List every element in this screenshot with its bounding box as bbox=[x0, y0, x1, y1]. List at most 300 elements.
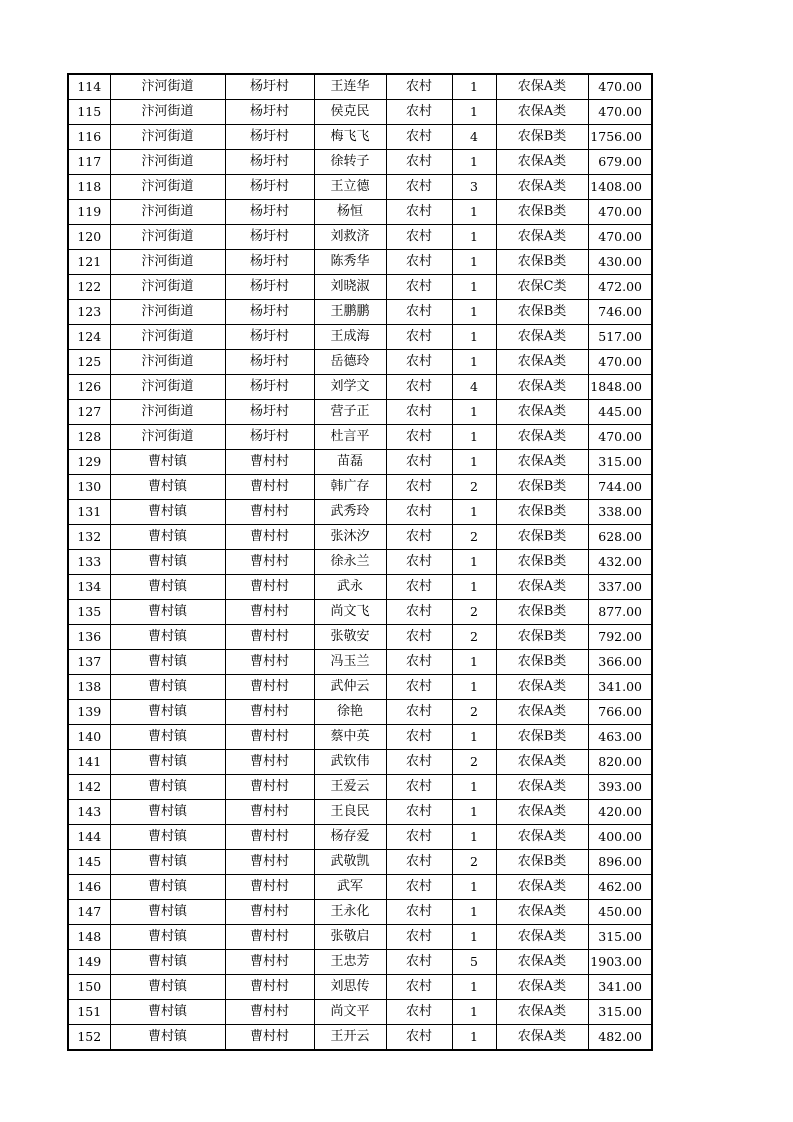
table-row bbox=[68, 975, 652, 1000]
cell-insurance-category: 农保A类 bbox=[496, 350, 588, 375]
table-row bbox=[68, 600, 652, 625]
cell-village: 杨圩村 bbox=[225, 300, 314, 325]
cell-row-number: 120 bbox=[68, 225, 110, 250]
cell-subdistrict: 曹村镇 bbox=[110, 900, 225, 925]
cell-person-name: 韩广存 bbox=[314, 475, 386, 500]
cell-household-type: 农村 bbox=[386, 500, 452, 525]
cell-row-number: 152 bbox=[68, 1025, 110, 1051]
table-row bbox=[68, 250, 652, 275]
cell-person-name: 王成海 bbox=[314, 325, 386, 350]
cell-row-number: 119 bbox=[68, 200, 110, 225]
cell-person-name: 徐艳 bbox=[314, 700, 386, 725]
cell-person-name: 张敬安 bbox=[314, 625, 386, 650]
cell-household-type: 农村 bbox=[386, 100, 452, 125]
cell-person-name: 梅飞飞 bbox=[314, 125, 386, 150]
table-row bbox=[68, 675, 652, 700]
cell-village: 曹村村 bbox=[225, 975, 314, 1000]
cell-amount: 1756.00 bbox=[588, 125, 652, 150]
cell-amount: 432.00 bbox=[588, 550, 652, 575]
cell-household-size: 1 bbox=[452, 875, 496, 900]
cell-village: 曹村村 bbox=[225, 575, 314, 600]
cell-household-type: 农村 bbox=[386, 975, 452, 1000]
cell-household-type: 农村 bbox=[386, 775, 452, 800]
cell-household-type: 农村 bbox=[386, 400, 452, 425]
cell-person-name: 侯克民 bbox=[314, 100, 386, 125]
cell-insurance-category: 农保A类 bbox=[496, 800, 588, 825]
cell-subdistrict: 曹村镇 bbox=[110, 450, 225, 475]
cell-amount: 470.00 bbox=[588, 350, 652, 375]
table-row bbox=[68, 650, 652, 675]
table-row bbox=[68, 350, 652, 375]
cell-subdistrict: 汴河街道 bbox=[110, 125, 225, 150]
cell-subdistrict: 曹村镇 bbox=[110, 775, 225, 800]
cell-person-name: 徐永兰 bbox=[314, 550, 386, 575]
cell-household-size: 1 bbox=[452, 975, 496, 1000]
table-row bbox=[68, 100, 652, 125]
cell-village: 曹村村 bbox=[225, 675, 314, 700]
cell-subdistrict: 曹村镇 bbox=[110, 1025, 225, 1051]
cell-amount: 766.00 bbox=[588, 700, 652, 725]
cell-insurance-category: 农保A类 bbox=[496, 750, 588, 775]
cell-household-type: 农村 bbox=[386, 875, 452, 900]
cell-village: 曹村村 bbox=[225, 850, 314, 875]
cell-village: 杨圩村 bbox=[225, 150, 314, 175]
cell-household-type: 农村 bbox=[386, 675, 452, 700]
cell-village: 曹村村 bbox=[225, 525, 314, 550]
cell-village: 曹村村 bbox=[225, 900, 314, 925]
cell-insurance-category: 农保A类 bbox=[496, 700, 588, 725]
cell-insurance-category: 农保B类 bbox=[496, 725, 588, 750]
cell-person-name: 武钦伟 bbox=[314, 750, 386, 775]
cell-insurance-category: 农保A类 bbox=[496, 400, 588, 425]
cell-household-type: 农村 bbox=[386, 525, 452, 550]
cell-amount: 366.00 bbox=[588, 650, 652, 675]
cell-household-type: 农村 bbox=[386, 425, 452, 450]
table-row bbox=[68, 225, 652, 250]
cell-household-type: 农村 bbox=[386, 475, 452, 500]
cell-person-name: 陈秀华 bbox=[314, 250, 386, 275]
cell-village: 杨圩村 bbox=[225, 225, 314, 250]
cell-person-name: 王永化 bbox=[314, 900, 386, 925]
cell-amount: 792.00 bbox=[588, 625, 652, 650]
cell-household-type: 农村 bbox=[386, 1025, 452, 1051]
cell-amount: 470.00 bbox=[588, 225, 652, 250]
cell-subdistrict: 曹村镇 bbox=[110, 800, 225, 825]
cell-subdistrict: 曹村镇 bbox=[110, 725, 225, 750]
cell-subdistrict: 汴河街道 bbox=[110, 100, 225, 125]
cell-amount: 337.00 bbox=[588, 575, 652, 600]
table-row bbox=[68, 900, 652, 925]
cell-household-size: 1 bbox=[452, 675, 496, 700]
cell-subdistrict: 曹村镇 bbox=[110, 850, 225, 875]
cell-row-number: 121 bbox=[68, 250, 110, 275]
cell-household-type: 农村 bbox=[386, 825, 452, 850]
cell-subdistrict: 曹村镇 bbox=[110, 650, 225, 675]
cell-village: 杨圩村 bbox=[225, 100, 314, 125]
cell-household-type: 农村 bbox=[386, 450, 452, 475]
cell-subdistrict: 曹村镇 bbox=[110, 625, 225, 650]
cell-household-size: 1 bbox=[452, 225, 496, 250]
cell-village: 杨圩村 bbox=[225, 350, 314, 375]
cell-amount: 472.00 bbox=[588, 275, 652, 300]
cell-household-type: 农村 bbox=[386, 800, 452, 825]
cell-person-name: 苗磊 bbox=[314, 450, 386, 475]
cell-village: 曹村村 bbox=[225, 600, 314, 625]
cell-row-number: 132 bbox=[68, 525, 110, 550]
cell-person-name: 尚文平 bbox=[314, 1000, 386, 1025]
table-row bbox=[68, 550, 652, 575]
cell-person-name: 冯玉兰 bbox=[314, 650, 386, 675]
cell-insurance-category: 农保A类 bbox=[496, 775, 588, 800]
cell-subdistrict: 曹村镇 bbox=[110, 675, 225, 700]
cell-row-number: 116 bbox=[68, 125, 110, 150]
cell-subdistrict: 曹村镇 bbox=[110, 475, 225, 500]
cell-insurance-category: 农保B类 bbox=[496, 200, 588, 225]
cell-amount: 341.00 bbox=[588, 675, 652, 700]
table-row bbox=[68, 625, 652, 650]
cell-household-size: 2 bbox=[452, 750, 496, 775]
cell-village: 曹村村 bbox=[225, 500, 314, 525]
cell-amount: 470.00 bbox=[588, 425, 652, 450]
cell-household-type: 农村 bbox=[386, 700, 452, 725]
cell-household-size: 1 bbox=[452, 1000, 496, 1025]
cell-insurance-category: 农保A类 bbox=[496, 675, 588, 700]
cell-subdistrict: 曹村镇 bbox=[110, 825, 225, 850]
cell-household-size: 3 bbox=[452, 175, 496, 200]
cell-household-size: 4 bbox=[452, 375, 496, 400]
table-body bbox=[68, 74, 652, 1050]
cell-person-name: 刘学文 bbox=[314, 375, 386, 400]
cell-household-type: 农村 bbox=[386, 175, 452, 200]
cell-village: 曹村村 bbox=[225, 750, 314, 775]
cell-village: 曹村村 bbox=[225, 550, 314, 575]
cell-row-number: 131 bbox=[68, 500, 110, 525]
table-row bbox=[68, 875, 652, 900]
cell-row-number: 151 bbox=[68, 1000, 110, 1025]
cell-insurance-category: 农保B类 bbox=[496, 550, 588, 575]
cell-insurance-category: 农保B类 bbox=[496, 600, 588, 625]
cell-person-name: 王忠芳 bbox=[314, 950, 386, 975]
cell-subdistrict: 汴河街道 bbox=[110, 400, 225, 425]
cell-insurance-category: 农保A类 bbox=[496, 925, 588, 950]
cell-household-type: 农村 bbox=[386, 925, 452, 950]
cell-household-size: 1 bbox=[452, 1025, 496, 1051]
cell-household-type: 农村 bbox=[386, 900, 452, 925]
cell-person-name: 王开云 bbox=[314, 1025, 386, 1051]
cell-subdistrict: 汴河街道 bbox=[110, 300, 225, 325]
cell-household-size: 1 bbox=[452, 450, 496, 475]
cell-household-size: 1 bbox=[452, 325, 496, 350]
cell-row-number: 126 bbox=[68, 375, 110, 400]
cell-row-number: 142 bbox=[68, 775, 110, 800]
table-row bbox=[68, 150, 652, 175]
table-row bbox=[68, 175, 652, 200]
cell-insurance-category: 农保A类 bbox=[496, 100, 588, 125]
cell-person-name: 武敬凯 bbox=[314, 850, 386, 875]
cell-row-number: 122 bbox=[68, 275, 110, 300]
cell-insurance-category: 农保B类 bbox=[496, 525, 588, 550]
table-row bbox=[68, 1000, 652, 1025]
cell-person-name: 杨恒 bbox=[314, 200, 386, 225]
cell-subdistrict: 汴河街道 bbox=[110, 350, 225, 375]
cell-person-name: 杜言平 bbox=[314, 425, 386, 450]
cell-village: 曹村村 bbox=[225, 825, 314, 850]
cell-village: 曹村村 bbox=[225, 475, 314, 500]
cell-person-name: 王爱云 bbox=[314, 775, 386, 800]
cell-household-size: 1 bbox=[452, 350, 496, 375]
cell-row-number: 137 bbox=[68, 650, 110, 675]
table-row bbox=[68, 425, 652, 450]
cell-row-number: 149 bbox=[68, 950, 110, 975]
cell-household-type: 农村 bbox=[386, 350, 452, 375]
cell-subdistrict: 曹村镇 bbox=[110, 700, 225, 725]
cell-household-type: 农村 bbox=[386, 250, 452, 275]
cell-village: 杨圩村 bbox=[225, 400, 314, 425]
table-row bbox=[68, 400, 652, 425]
cell-insurance-category: 农保A类 bbox=[496, 950, 588, 975]
cell-amount: 820.00 bbox=[588, 750, 652, 775]
cell-person-name: 武秀玲 bbox=[314, 500, 386, 525]
cell-household-size: 1 bbox=[452, 300, 496, 325]
cell-village: 杨圩村 bbox=[225, 275, 314, 300]
cell-row-number: 127 bbox=[68, 400, 110, 425]
cell-subdistrict: 汴河街道 bbox=[110, 325, 225, 350]
cell-village: 杨圩村 bbox=[225, 325, 314, 350]
cell-household-size: 1 bbox=[452, 250, 496, 275]
cell-person-name: 王连华 bbox=[314, 74, 386, 100]
cell-household-size: 1 bbox=[452, 800, 496, 825]
cell-insurance-category: 农保A类 bbox=[496, 375, 588, 400]
table-row bbox=[68, 750, 652, 775]
cell-person-name: 武军 bbox=[314, 875, 386, 900]
cell-person-name: 徐转子 bbox=[314, 150, 386, 175]
cell-household-size: 4 bbox=[452, 125, 496, 150]
cell-subdistrict: 汴河街道 bbox=[110, 225, 225, 250]
cell-household-size: 2 bbox=[452, 600, 496, 625]
cell-insurance-category: 农保A类 bbox=[496, 74, 588, 100]
cell-row-number: 124 bbox=[68, 325, 110, 350]
cell-household-size: 1 bbox=[452, 900, 496, 925]
cell-amount: 315.00 bbox=[588, 925, 652, 950]
cell-subdistrict: 曹村镇 bbox=[110, 525, 225, 550]
cell-household-size: 1 bbox=[452, 74, 496, 100]
cell-amount: 744.00 bbox=[588, 475, 652, 500]
table-row bbox=[68, 575, 652, 600]
cell-row-number: 130 bbox=[68, 475, 110, 500]
cell-household-size: 1 bbox=[452, 425, 496, 450]
cell-row-number: 139 bbox=[68, 700, 110, 725]
cell-amount: 1848.00 bbox=[588, 375, 652, 400]
cell-insurance-category: 农保B类 bbox=[496, 500, 588, 525]
cell-household-size: 1 bbox=[452, 650, 496, 675]
table-row bbox=[68, 125, 652, 150]
cell-person-name: 杨存爱 bbox=[314, 825, 386, 850]
cell-household-size: 1 bbox=[452, 550, 496, 575]
cell-household-size: 1 bbox=[452, 575, 496, 600]
cell-insurance-category: 农保A类 bbox=[496, 875, 588, 900]
cell-insurance-category: 农保A类 bbox=[496, 450, 588, 475]
table-row bbox=[68, 74, 652, 100]
cell-subdistrict: 汴河街道 bbox=[110, 175, 225, 200]
table-row bbox=[68, 1025, 652, 1051]
table-row bbox=[68, 700, 652, 725]
cell-row-number: 143 bbox=[68, 800, 110, 825]
cell-amount: 430.00 bbox=[588, 250, 652, 275]
cell-amount: 470.00 bbox=[588, 200, 652, 225]
cell-insurance-category: 农保A类 bbox=[496, 425, 588, 450]
cell-subdistrict: 汴河街道 bbox=[110, 200, 225, 225]
cell-insurance-category: 农保A类 bbox=[496, 150, 588, 175]
cell-village: 曹村村 bbox=[225, 625, 314, 650]
cell-subdistrict: 曹村镇 bbox=[110, 750, 225, 775]
cell-household-type: 农村 bbox=[386, 325, 452, 350]
cell-person-name: 张沐汐 bbox=[314, 525, 386, 550]
cell-subdistrict: 曹村镇 bbox=[110, 975, 225, 1000]
cell-household-type: 农村 bbox=[386, 125, 452, 150]
cell-household-size: 2 bbox=[452, 625, 496, 650]
cell-row-number: 117 bbox=[68, 150, 110, 175]
cell-village: 曹村村 bbox=[225, 950, 314, 975]
cell-household-size: 1 bbox=[452, 400, 496, 425]
cell-person-name: 蔡中英 bbox=[314, 725, 386, 750]
cell-row-number: 115 bbox=[68, 100, 110, 125]
cell-amount: 445.00 bbox=[588, 400, 652, 425]
cell-row-number: 129 bbox=[68, 450, 110, 475]
cell-row-number: 141 bbox=[68, 750, 110, 775]
cell-household-type: 农村 bbox=[386, 375, 452, 400]
cell-amount: 470.00 bbox=[588, 100, 652, 125]
cell-person-name: 刘救济 bbox=[314, 225, 386, 250]
table-row bbox=[68, 500, 652, 525]
relief-roster-table bbox=[67, 73, 653, 1051]
cell-household-type: 农村 bbox=[386, 225, 452, 250]
cell-amount: 877.00 bbox=[588, 600, 652, 625]
cell-subdistrict: 曹村镇 bbox=[110, 875, 225, 900]
cell-person-name: 岳德玲 bbox=[314, 350, 386, 375]
cell-village: 杨圩村 bbox=[225, 375, 314, 400]
cell-subdistrict: 汴河街道 bbox=[110, 425, 225, 450]
cell-village: 曹村村 bbox=[225, 775, 314, 800]
cell-amount: 315.00 bbox=[588, 450, 652, 475]
cell-row-number: 114 bbox=[68, 74, 110, 100]
cell-household-type: 农村 bbox=[386, 650, 452, 675]
cell-insurance-category: 农保A类 bbox=[496, 900, 588, 925]
table-row bbox=[68, 800, 652, 825]
cell-row-number: 145 bbox=[68, 850, 110, 875]
cell-amount: 462.00 bbox=[588, 875, 652, 900]
cell-person-name: 王鹏鹏 bbox=[314, 300, 386, 325]
cell-row-number: 125 bbox=[68, 350, 110, 375]
cell-person-name: 武仲云 bbox=[314, 675, 386, 700]
cell-row-number: 150 bbox=[68, 975, 110, 1000]
cell-amount: 1408.00 bbox=[588, 175, 652, 200]
cell-village: 曹村村 bbox=[225, 700, 314, 725]
table-row bbox=[68, 525, 652, 550]
cell-household-type: 农村 bbox=[386, 150, 452, 175]
cell-village: 曹村村 bbox=[225, 450, 314, 475]
table-row bbox=[68, 775, 652, 800]
cell-household-size: 5 bbox=[452, 950, 496, 975]
cell-insurance-category: 农保B类 bbox=[496, 475, 588, 500]
table-row bbox=[68, 300, 652, 325]
cell-household-size: 2 bbox=[452, 525, 496, 550]
cell-amount: 341.00 bbox=[588, 975, 652, 1000]
cell-household-type: 农村 bbox=[386, 1000, 452, 1025]
cell-person-name: 张敬启 bbox=[314, 925, 386, 950]
table-row bbox=[68, 475, 652, 500]
cell-amount: 315.00 bbox=[588, 1000, 652, 1025]
cell-village: 曹村村 bbox=[225, 650, 314, 675]
cell-amount: 400.00 bbox=[588, 825, 652, 850]
cell-row-number: 123 bbox=[68, 300, 110, 325]
cell-household-size: 1 bbox=[452, 150, 496, 175]
cell-amount: 896.00 bbox=[588, 850, 652, 875]
cell-village: 曹村村 bbox=[225, 800, 314, 825]
cell-amount: 746.00 bbox=[588, 300, 652, 325]
cell-insurance-category: 农保B类 bbox=[496, 300, 588, 325]
cell-person-name: 刘思传 bbox=[314, 975, 386, 1000]
cell-subdistrict: 汴河街道 bbox=[110, 275, 225, 300]
cell-amount: 420.00 bbox=[588, 800, 652, 825]
cell-row-number: 147 bbox=[68, 900, 110, 925]
cell-household-type: 农村 bbox=[386, 625, 452, 650]
cell-household-type: 农村 bbox=[386, 74, 452, 100]
cell-row-number: 118 bbox=[68, 175, 110, 200]
cell-village: 杨圩村 bbox=[225, 250, 314, 275]
table-row bbox=[68, 825, 652, 850]
cell-insurance-category: 农保A类 bbox=[496, 1000, 588, 1025]
cell-village: 曹村村 bbox=[225, 1000, 314, 1025]
cell-household-type: 农村 bbox=[386, 600, 452, 625]
table-row bbox=[68, 850, 652, 875]
cell-row-number: 134 bbox=[68, 575, 110, 600]
cell-household-size: 1 bbox=[452, 825, 496, 850]
cell-household-type: 农村 bbox=[386, 750, 452, 775]
cell-village: 曹村村 bbox=[225, 925, 314, 950]
cell-insurance-category: 农保C类 bbox=[496, 275, 588, 300]
table-row bbox=[68, 275, 652, 300]
cell-village: 曹村村 bbox=[225, 1025, 314, 1051]
cell-subdistrict: 汴河街道 bbox=[110, 74, 225, 100]
cell-household-size: 2 bbox=[452, 475, 496, 500]
table-row bbox=[68, 950, 652, 975]
cell-amount: 679.00 bbox=[588, 150, 652, 175]
cell-amount: 393.00 bbox=[588, 775, 652, 800]
cell-insurance-category: 农保B类 bbox=[496, 625, 588, 650]
cell-subdistrict: 汴河街道 bbox=[110, 250, 225, 275]
cell-subdistrict: 汴河街道 bbox=[110, 375, 225, 400]
cell-insurance-category: 农保A类 bbox=[496, 575, 588, 600]
cell-person-name: 王立德 bbox=[314, 175, 386, 200]
cell-subdistrict: 曹村镇 bbox=[110, 500, 225, 525]
table-row bbox=[68, 325, 652, 350]
cell-insurance-category: 农保A类 bbox=[496, 825, 588, 850]
cell-household-size: 1 bbox=[452, 775, 496, 800]
cell-person-name: 尚文飞 bbox=[314, 600, 386, 625]
cell-subdistrict: 曹村镇 bbox=[110, 575, 225, 600]
cell-amount: 338.00 bbox=[588, 500, 652, 525]
cell-amount: 482.00 bbox=[588, 1025, 652, 1051]
table-row bbox=[68, 925, 652, 950]
cell-amount: 517.00 bbox=[588, 325, 652, 350]
cell-amount: 463.00 bbox=[588, 725, 652, 750]
cell-household-type: 农村 bbox=[386, 300, 452, 325]
cell-household-size: 1 bbox=[452, 925, 496, 950]
cell-insurance-category: 农保A类 bbox=[496, 175, 588, 200]
cell-household-size: 1 bbox=[452, 275, 496, 300]
cell-village: 杨圩村 bbox=[225, 74, 314, 100]
cell-row-number: 136 bbox=[68, 625, 110, 650]
